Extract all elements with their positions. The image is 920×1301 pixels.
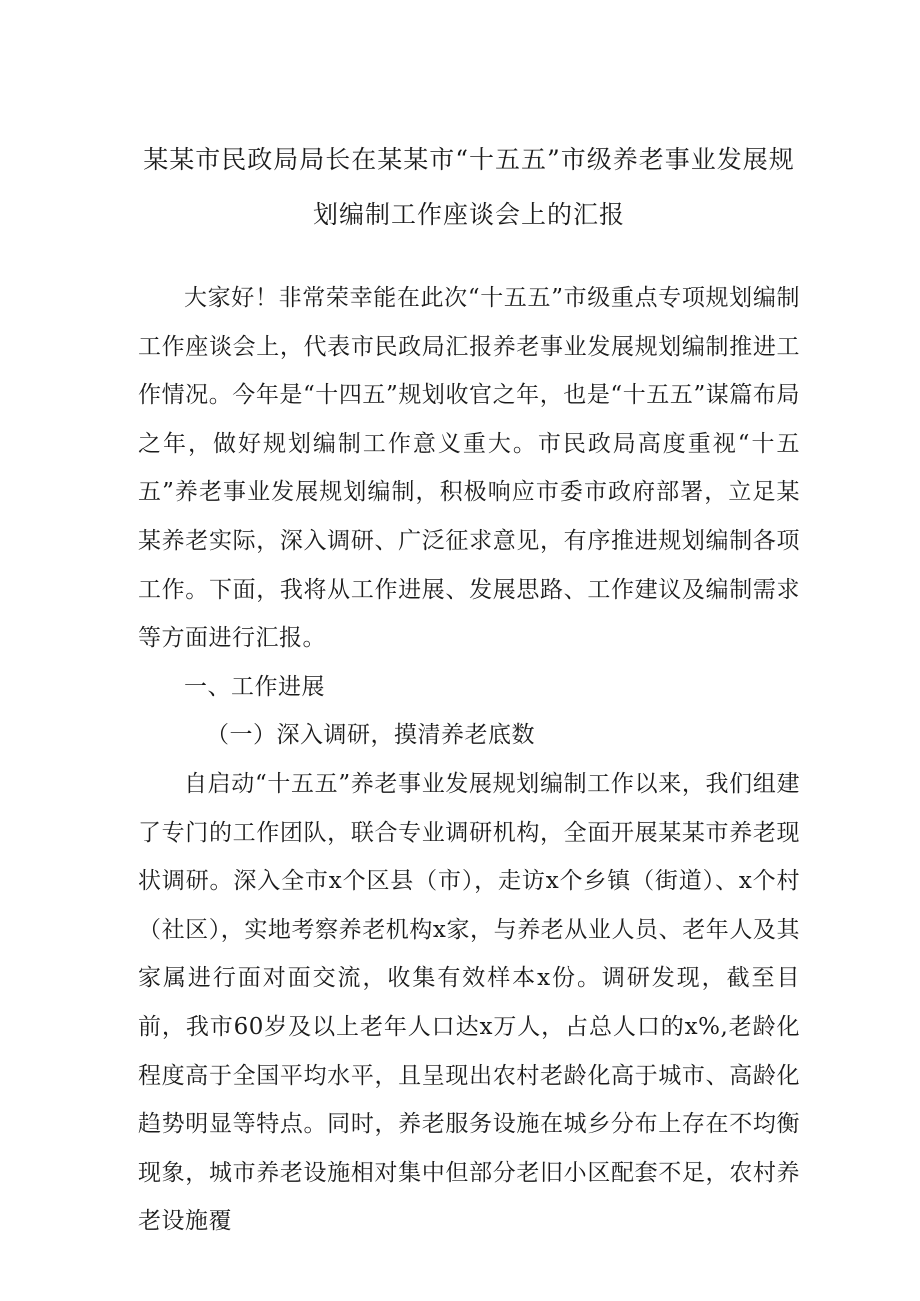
document-body — [138, 274, 800, 1246]
title-line-2: 划编制工作座谈会上的汇报 — [312, 200, 625, 229]
document-title — [138, 132, 800, 242]
section-heading-work-progress: 一、工作进展 — [184, 673, 325, 700]
subsection-heading-research: （一）深入调研，摸清养老底数 — [206, 722, 535, 749]
title-line-1: 某某市民政局局长在某某市“十五五”市级养老事业发展规 — [143, 145, 795, 174]
intro-paragraph: 大家好！非常荣幸能在此次“十五五”市级重点专项规划编制工作座谈会上，代表市民政局汇报养老事业发展规划编制推进工作情况。今年是“十四五”规划收官之年，也是“十五五”谋篇布局之年，做好规划编制工作意义重大。市民政局高度重视“十五五”养老事业发展规划编制，积极响应市委市政府部署，立足某某养老实际，深入调研、广泛征求意见，有序推进规划编制各项工作。下面，我将从工作进展、发展思路、工作建议及编制需求等方面进行汇报。 — [138, 285, 800, 652]
research-paragraph: 自启动“十五五”养老事业发展规划编制工作以来，我们组建了专门的工作团队，联合专业调研机构，全面开展某某市养老现状调研。深入全市x个区县（市），走访x个乡镇（街道）、x个村（社区），实地考察养老机构x家，与养老从业人员、老年人及其家属进行面对面交流，收集有效样本x份。调研发现，截至目前，我市60岁及以上老年人口达x万人，占总人口的x%,老龄化程度高于全国平均水平，且呈现出农村老龄化高于城市、高龄化趋势明显等特点。同时，养老服务设施在城乡分布上存在不均衡现象，城市养老设施相对集中但部分老旧小区配套不足，农村养老设施覆 — [138, 770, 800, 1235]
